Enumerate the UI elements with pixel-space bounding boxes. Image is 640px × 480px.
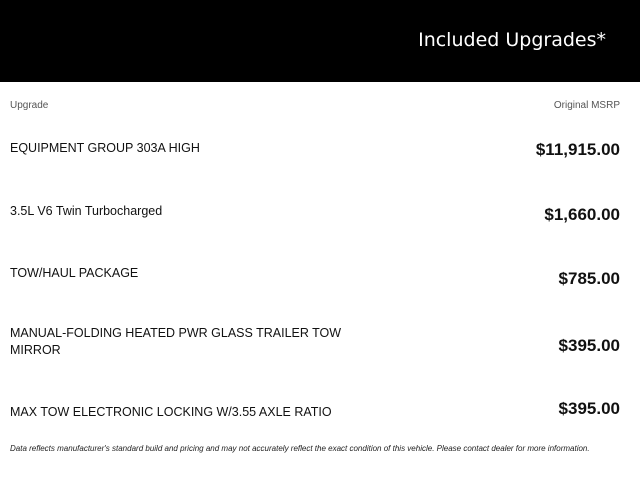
upgrade-name: MANUAL-FOLDING HEATED PWR GLASS TRAILER TOW MIRROR bbox=[10, 326, 342, 357]
upgrade-name: 3.5L V6 Twin Turbocharged bbox=[10, 204, 163, 218]
msrp-column-header: Original MSRP bbox=[553, 100, 620, 111]
upgrade-price: $1,660.00 bbox=[544, 205, 620, 224]
upgrade-name: MAX TOW ELECTRONIC LOCKING W/3.55 AXLE RATIO bbox=[10, 405, 332, 419]
upgrade-price: $395.00 bbox=[558, 336, 620, 355]
upgrade-name: EQUIPMENT GROUP 303A HIGH bbox=[10, 141, 200, 155]
table-row bbox=[10, 265, 620, 305]
table-row bbox=[10, 325, 620, 365]
disclaimer-text: Data reflects manufacturer's standard build and pricing and may not accurately reflect the exact condition of this vehicle. Please contact dealer for more information. bbox=[10, 444, 590, 453]
upgrade-price: $395.00 bbox=[558, 399, 620, 418]
table-row bbox=[10, 203, 620, 243]
table-row bbox=[10, 399, 620, 444]
upgrade-price: $11,915.00 bbox=[535, 140, 620, 159]
upgrade-column-header: Upgrade bbox=[10, 100, 49, 111]
table-header bbox=[10, 100, 620, 114]
upgrade-price: $785.00 bbox=[558, 269, 620, 288]
upgrade-name: TOW/HAUL PACKAGE bbox=[10, 266, 139, 280]
upgrades-banner bbox=[0, 0, 640, 82]
table-row bbox=[10, 140, 620, 180]
banner-title: Included Upgrades* bbox=[418, 29, 606, 51]
